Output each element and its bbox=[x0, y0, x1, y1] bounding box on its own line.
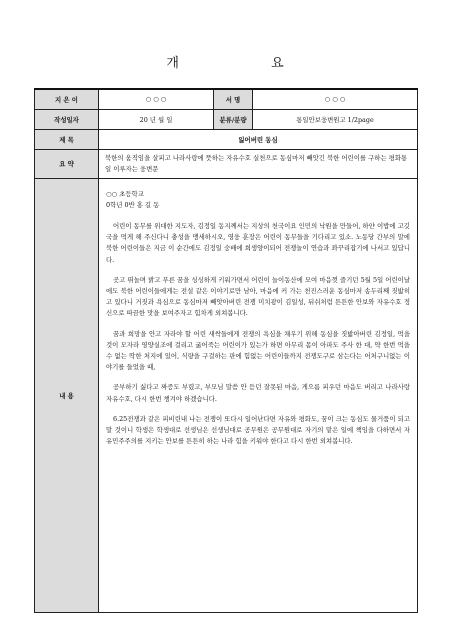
paragraph: 공부하기 싫다고 짜증도 부렸고, 부모님 말씀 안 듣던 잘못된 마음, 게으름 피우던 마음도 버리고 나라사랑 자유수호, 다시 한번 챙겨야 하겠습니다. bbox=[106, 383, 410, 403]
content-body bbox=[99, 178, 418, 612]
name-label: 서 명 bbox=[214, 89, 253, 109]
row-content bbox=[35, 178, 418, 612]
category-label: 분류/분량 bbox=[214, 109, 253, 129]
content-label: 내 용 bbox=[35, 178, 99, 612]
row-author bbox=[35, 89, 418, 109]
row-date bbox=[35, 109, 418, 129]
date-label: 작성일자 bbox=[35, 109, 99, 129]
subject-label: 제 목 bbox=[35, 129, 99, 149]
row-subject bbox=[35, 129, 418, 149]
summary-label: 요 약 bbox=[35, 149, 99, 178]
paragraph: 꿈과 희망을 안고 자라야 할 어린 새싹들에게 전쟁의 욕심을 채우기 위해 동심을 짓밟아버린 김정일, 먹을 것이 모자라 영양실조에 걸리고 굶어죽는 어린이가 있는가 하면 아무리 몸이 아파도 주사 한 대, 약 한번 먹을 수 없는 딱한 처지에 있어, 식량을 구걸하는 판에 힘없는 어린이들까지 전쟁도구로 삼는다는 어처구니없는 이야기를 들었을 때, bbox=[106, 329, 410, 372]
name-value: ○ ○ ○ bbox=[253, 89, 418, 109]
school-name: ○○ 초등학교 bbox=[106, 189, 144, 198]
row-summary bbox=[35, 149, 418, 178]
paragraph: 곳고 뛰놀며 밝고 푸른 꿈을 싱싱하게 키워가면서 어린이 놀이동산에 모여 마음껏 즐기던 5월 5일 어린이날에도 북한 어린이들에게는 전설 같은 이야기로만 남아, 마음에 커 가는 천진스러운 동심마저 송두리째 짓밟히고 있다니 거짓과 욕심으로 동심마저 빼앗아버린 전쟁 미치광이 김일성, 뒤쉬처럼 튼튼한 안보와 자유수호 정신으로 따끔한 맛을 보여주자고 힘차게 외쳐봅니다. bbox=[106, 275, 410, 318]
page-title: 개 요 bbox=[166, 56, 328, 71]
overview-table bbox=[34, 88, 418, 613]
author-label: 지 은 이 bbox=[35, 89, 99, 109]
author-value: ○ ○ ○ bbox=[99, 89, 214, 109]
student-class: 0학년 0반 홍 길 동 bbox=[106, 200, 160, 209]
summary-value: 북한의 움직임을 살피고 나라사랑에 뜻하는 자유수호 실천으로 동심마저 빼앗긴 북한 어린이를 구하는 평화통일 이루자는 웅변문 bbox=[99, 149, 418, 178]
subject-value: 잃어버린 동심 bbox=[99, 129, 418, 149]
paragraph: 6.25전쟁과 같은 피비린내 나는 전쟁이 또다시 일어난다면 자유와 평화도, 꿈이 크는 동심도 물거품이 되고 말 것이니 학생은 학생대로 선생님은 선생님대로 공무원은 공무원대로 자기의 맡은 일에 책임을 다하면서 자유민주주의를 지키는 안보를 튼튼히 하는 나라 힘을 키워야 한다고 다시 한번 외쳐봅니다. bbox=[106, 414, 410, 446]
category-value: 통일안보웅변원고 1/2page bbox=[253, 109, 418, 129]
paragraph: 어린이 동무를 위대한 지도자, 김정일 동지께서는 지상의 천국이요 인민의 낙원을 만들어, 하얀 이밥에 고깃국을 먹게 해 주신다니 충성을 맹세하시오, 영웅 훈장은 어린이 동무들을 기다리고 있소. 노동당 간부의 말에 북한 어린이들은 지금 이 순간에도 김정일 숭배에 희생양이되어 전쟁놀이 연습과 꽈꾸리잡기에 나서고 있답니다. bbox=[106, 221, 410, 264]
date-value: 20 년 월 일 bbox=[99, 109, 214, 129]
